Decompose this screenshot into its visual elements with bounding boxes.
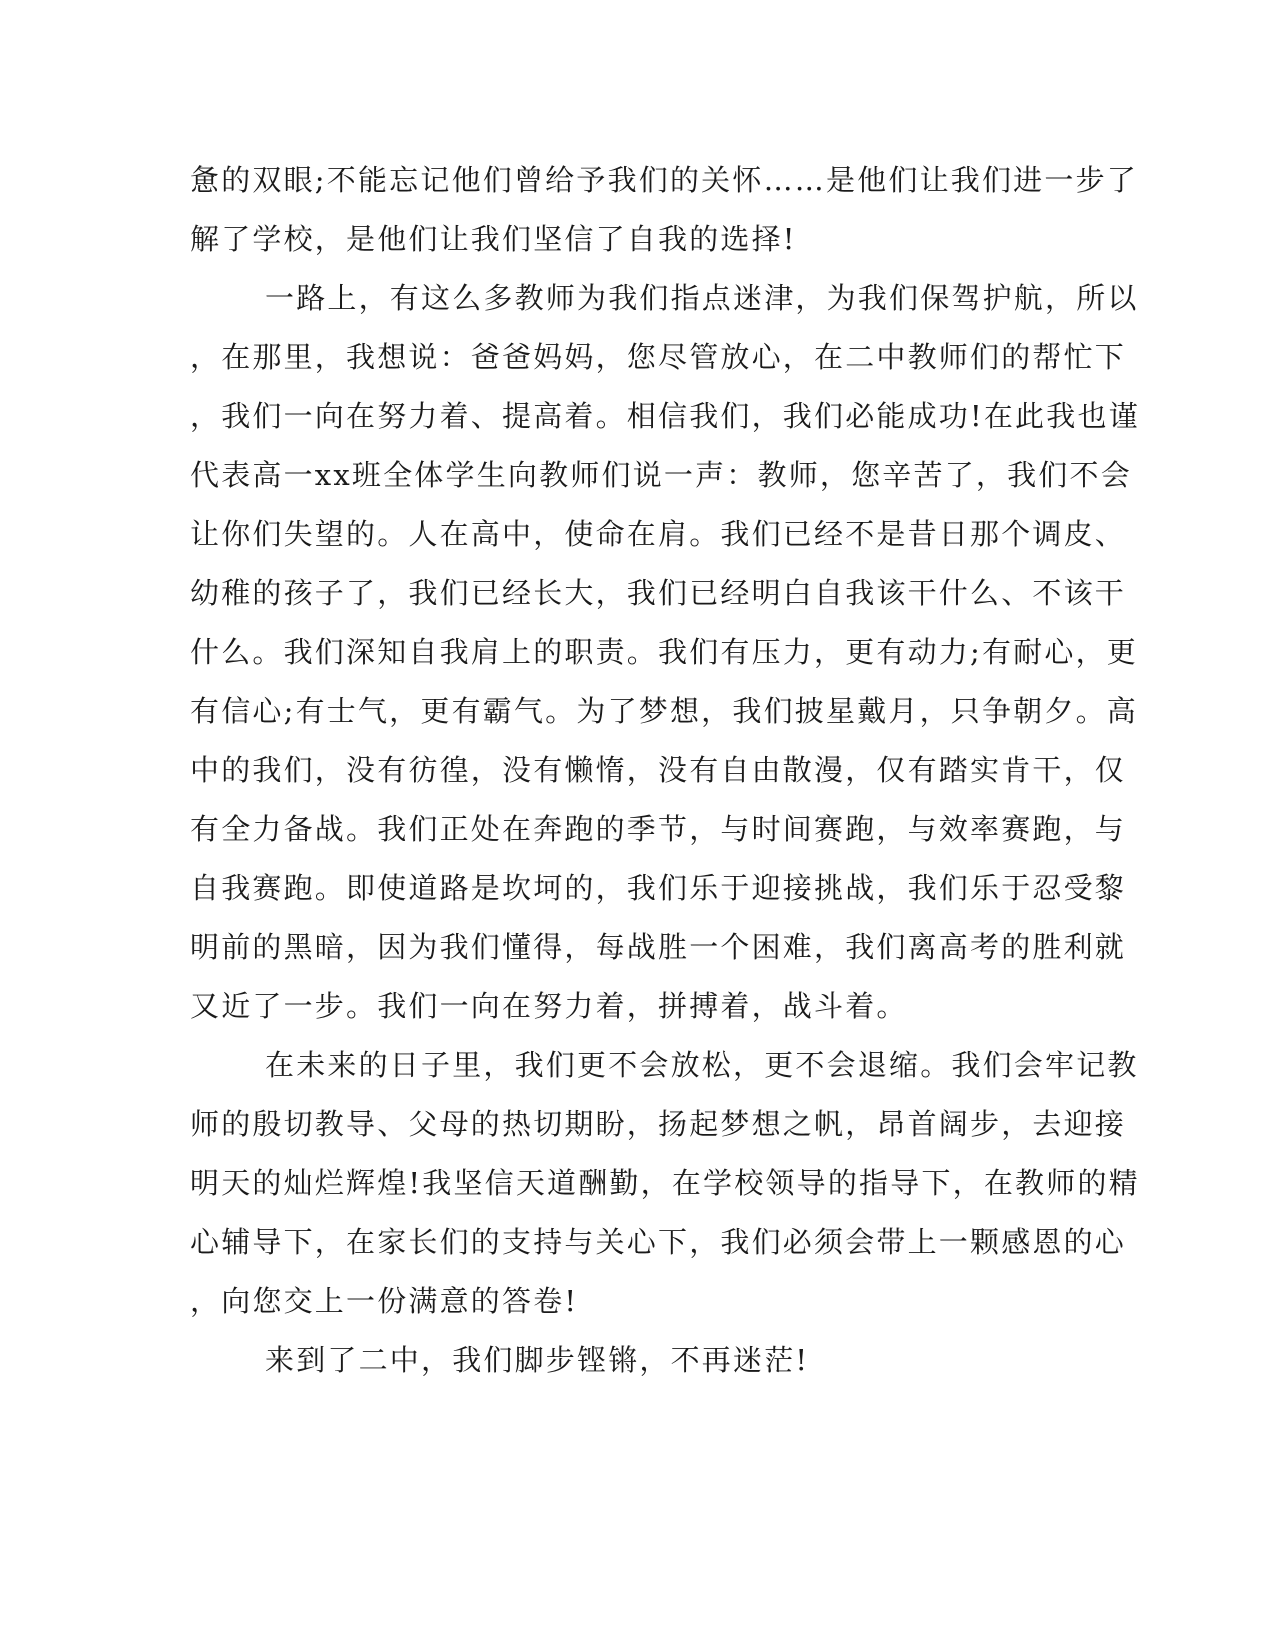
text-line: 有信心;有士气，更有霸气。为了梦想，我们披星戴月，只争朝夕。高 — [190, 694, 1138, 728]
text-line: 明天的灿烂辉煌!我坚信天道酬勤，在学校领导的指导下，在教师的精 — [190, 1166, 1140, 1200]
text-line: 解了学校，是他们让我们坚信了自我的选择! — [190, 222, 797, 256]
text-line: 什么。我们深知自我肩上的职责。我们有压力，更有动力;有耐心，更 — [190, 635, 1138, 669]
paragraph-first-line: 在未来的日子里，我们更不会放松，更不会退缩。我们会牢记教 — [265, 1048, 1139, 1082]
text-line: 中的我们，没有彷徨，没有懒惰，没有自由散漫，仅有踏实肯干，仅 — [190, 753, 1127, 787]
text-line: 又近了一步。我们一向在努力着，拼搏着，战斗着。 — [190, 989, 908, 1023]
text-line: 明前的黑暗，因为我们懂得，每战胜一个困难，我们离高考的胜利就 — [190, 930, 1127, 964]
text-line: 有全力备战。我们正处在奔跑的季节，与时间赛跑，与效率赛跑，与 — [190, 812, 1127, 846]
text-line: 让你们失望的。人在高中，使命在肩。我们已经不是昔日那个调皮、 — [190, 517, 1127, 551]
text-line: 自我赛跑。即使道路是坎坷的，我们乐于迎接挑战，我们乐于忍受黎 — [190, 871, 1127, 905]
text-line: 惫的双眼;不能忘记他们曾给予我们的关怀……是他们让我们进一步了 — [190, 163, 1138, 197]
paragraph-first-line: 来到了二中，我们脚步铿锵，不再迷茫! — [265, 1343, 810, 1377]
paragraph-first-line: 一路上，有这么多教师为我们指点迷津，为我们保驾护航，所以 — [265, 281, 1139, 315]
text-line: 师的殷切教导、父母的热切期盼，扬起梦想之帆，昂首阔步，去迎接 — [190, 1107, 1127, 1141]
text-line: 心辅导下，在家长们的支持与关心下，我们必须会带上一颗感恩的心 — [190, 1225, 1127, 1259]
text-line: 幼稚的孩子了，我们已经长大，我们已经明白自我该干什么、不该干 — [190, 576, 1127, 610]
text-line: 代表高一xx班全体学生向教师们说一声：教师，您辛苦了，我们不会 — [190, 458, 1132, 492]
text-line: ，向您交上一份满意的答卷! — [190, 1284, 579, 1318]
text-line: ，在那里，我想说：爸爸妈妈，您尽管放心，在二中教师们的帮忙下 — [190, 340, 1127, 374]
text-line: ，我们一向在努力着、提高着。相信我们，我们必能成功!在此我也谨 — [190, 399, 1140, 433]
